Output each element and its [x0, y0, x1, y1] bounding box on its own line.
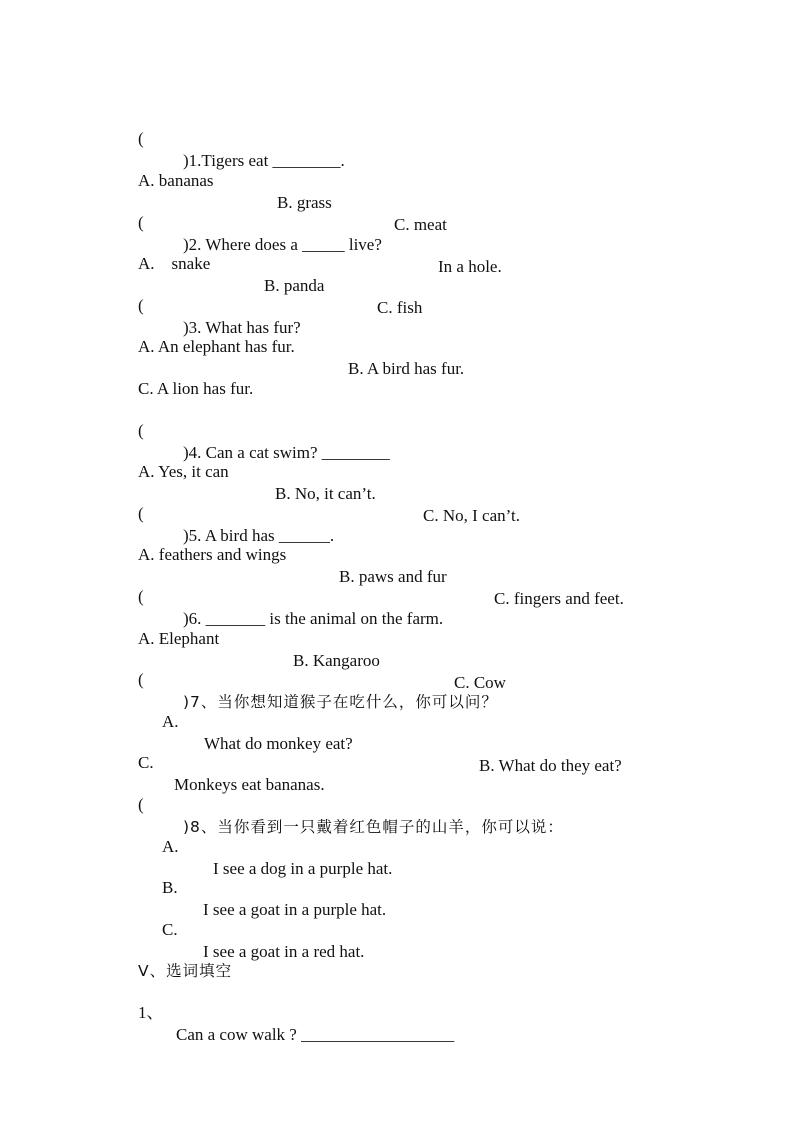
answer-paren: ( [138, 421, 144, 440]
question-text: )5. A bird has ______. [183, 526, 335, 545]
option-c-text: Monkeys eat bananas. [174, 775, 325, 794]
question-text: )3. What has fur? [183, 318, 301, 337]
answer-paren: ( [138, 795, 144, 814]
option-b-label: B. [162, 878, 178, 897]
option-b-text: I see a goat in a purple hat. [203, 900, 387, 919]
option-b: B. panda [264, 276, 325, 295]
option-c-label: C. [162, 920, 178, 939]
option-a: A. Elephant [138, 629, 220, 648]
item-number: 1、 [138, 1003, 164, 1022]
option-c: C. fish [377, 298, 423, 317]
option-a-label: A. [162, 837, 179, 856]
answer-paren: ( [138, 296, 144, 315]
answer-paren: ( [138, 213, 144, 232]
option-b: B. What do they eat? [479, 756, 622, 775]
option-c: C. Cow [454, 673, 506, 692]
question-text: )2. Where does a _____ live? [183, 235, 382, 254]
option-b: B. grass [277, 193, 332, 212]
option-c: C. meat [394, 215, 447, 234]
option-b: B. No, it can’t. [275, 484, 376, 503]
question-text: )4. Can a cat swim? ________ [183, 443, 390, 462]
option-b: B. A bird has fur. [348, 359, 465, 378]
question-text: )6. _______ is the animal on the farm. [183, 609, 444, 628]
option-a: A. An elephant has fur. [138, 337, 295, 356]
option-a: A. bananas [138, 171, 214, 190]
answer-paren: ( [138, 587, 144, 606]
option-a-label: A. [162, 712, 179, 731]
option-b: B. paws and fur [339, 567, 447, 586]
option-a: A. Yes, it can [138, 462, 229, 481]
section-title: V、选词填空 [138, 962, 233, 980]
option-c-text: I see a goat in a red hat. [203, 942, 365, 961]
option-c: C. A lion has fur. [138, 379, 254, 398]
question-text: )7、当你想知道猴子在吃什么，你可以问？ [183, 693, 498, 711]
question-text: )1.Tigers eat ________. [183, 151, 345, 170]
answer-paren: ( [138, 504, 144, 523]
question-answer: In a hole. [438, 257, 502, 276]
option-a-text: What do monkey eat? [204, 734, 353, 753]
section-v-item-1 [138, 980, 455, 1068]
option-c: C. fingers and feet. [494, 589, 624, 608]
answer-paren: ( [138, 129, 144, 148]
option-a: A. feathers and wings [138, 545, 287, 564]
option-c: C. No, I can’t. [423, 506, 520, 525]
answer-paren: ( [138, 670, 144, 689]
option-c-label: C. [138, 753, 154, 772]
question-text: )8、当你看到一只戴着红色帽子的山羊，你可以说： [183, 818, 564, 836]
option-b: B. Kangaroo [293, 651, 380, 670]
option-a: A. snake [138, 254, 211, 273]
item-text: Can a cow walk ? __________________ [176, 1025, 455, 1044]
option-a-text: I see a dog in a purple hat. [213, 859, 393, 878]
